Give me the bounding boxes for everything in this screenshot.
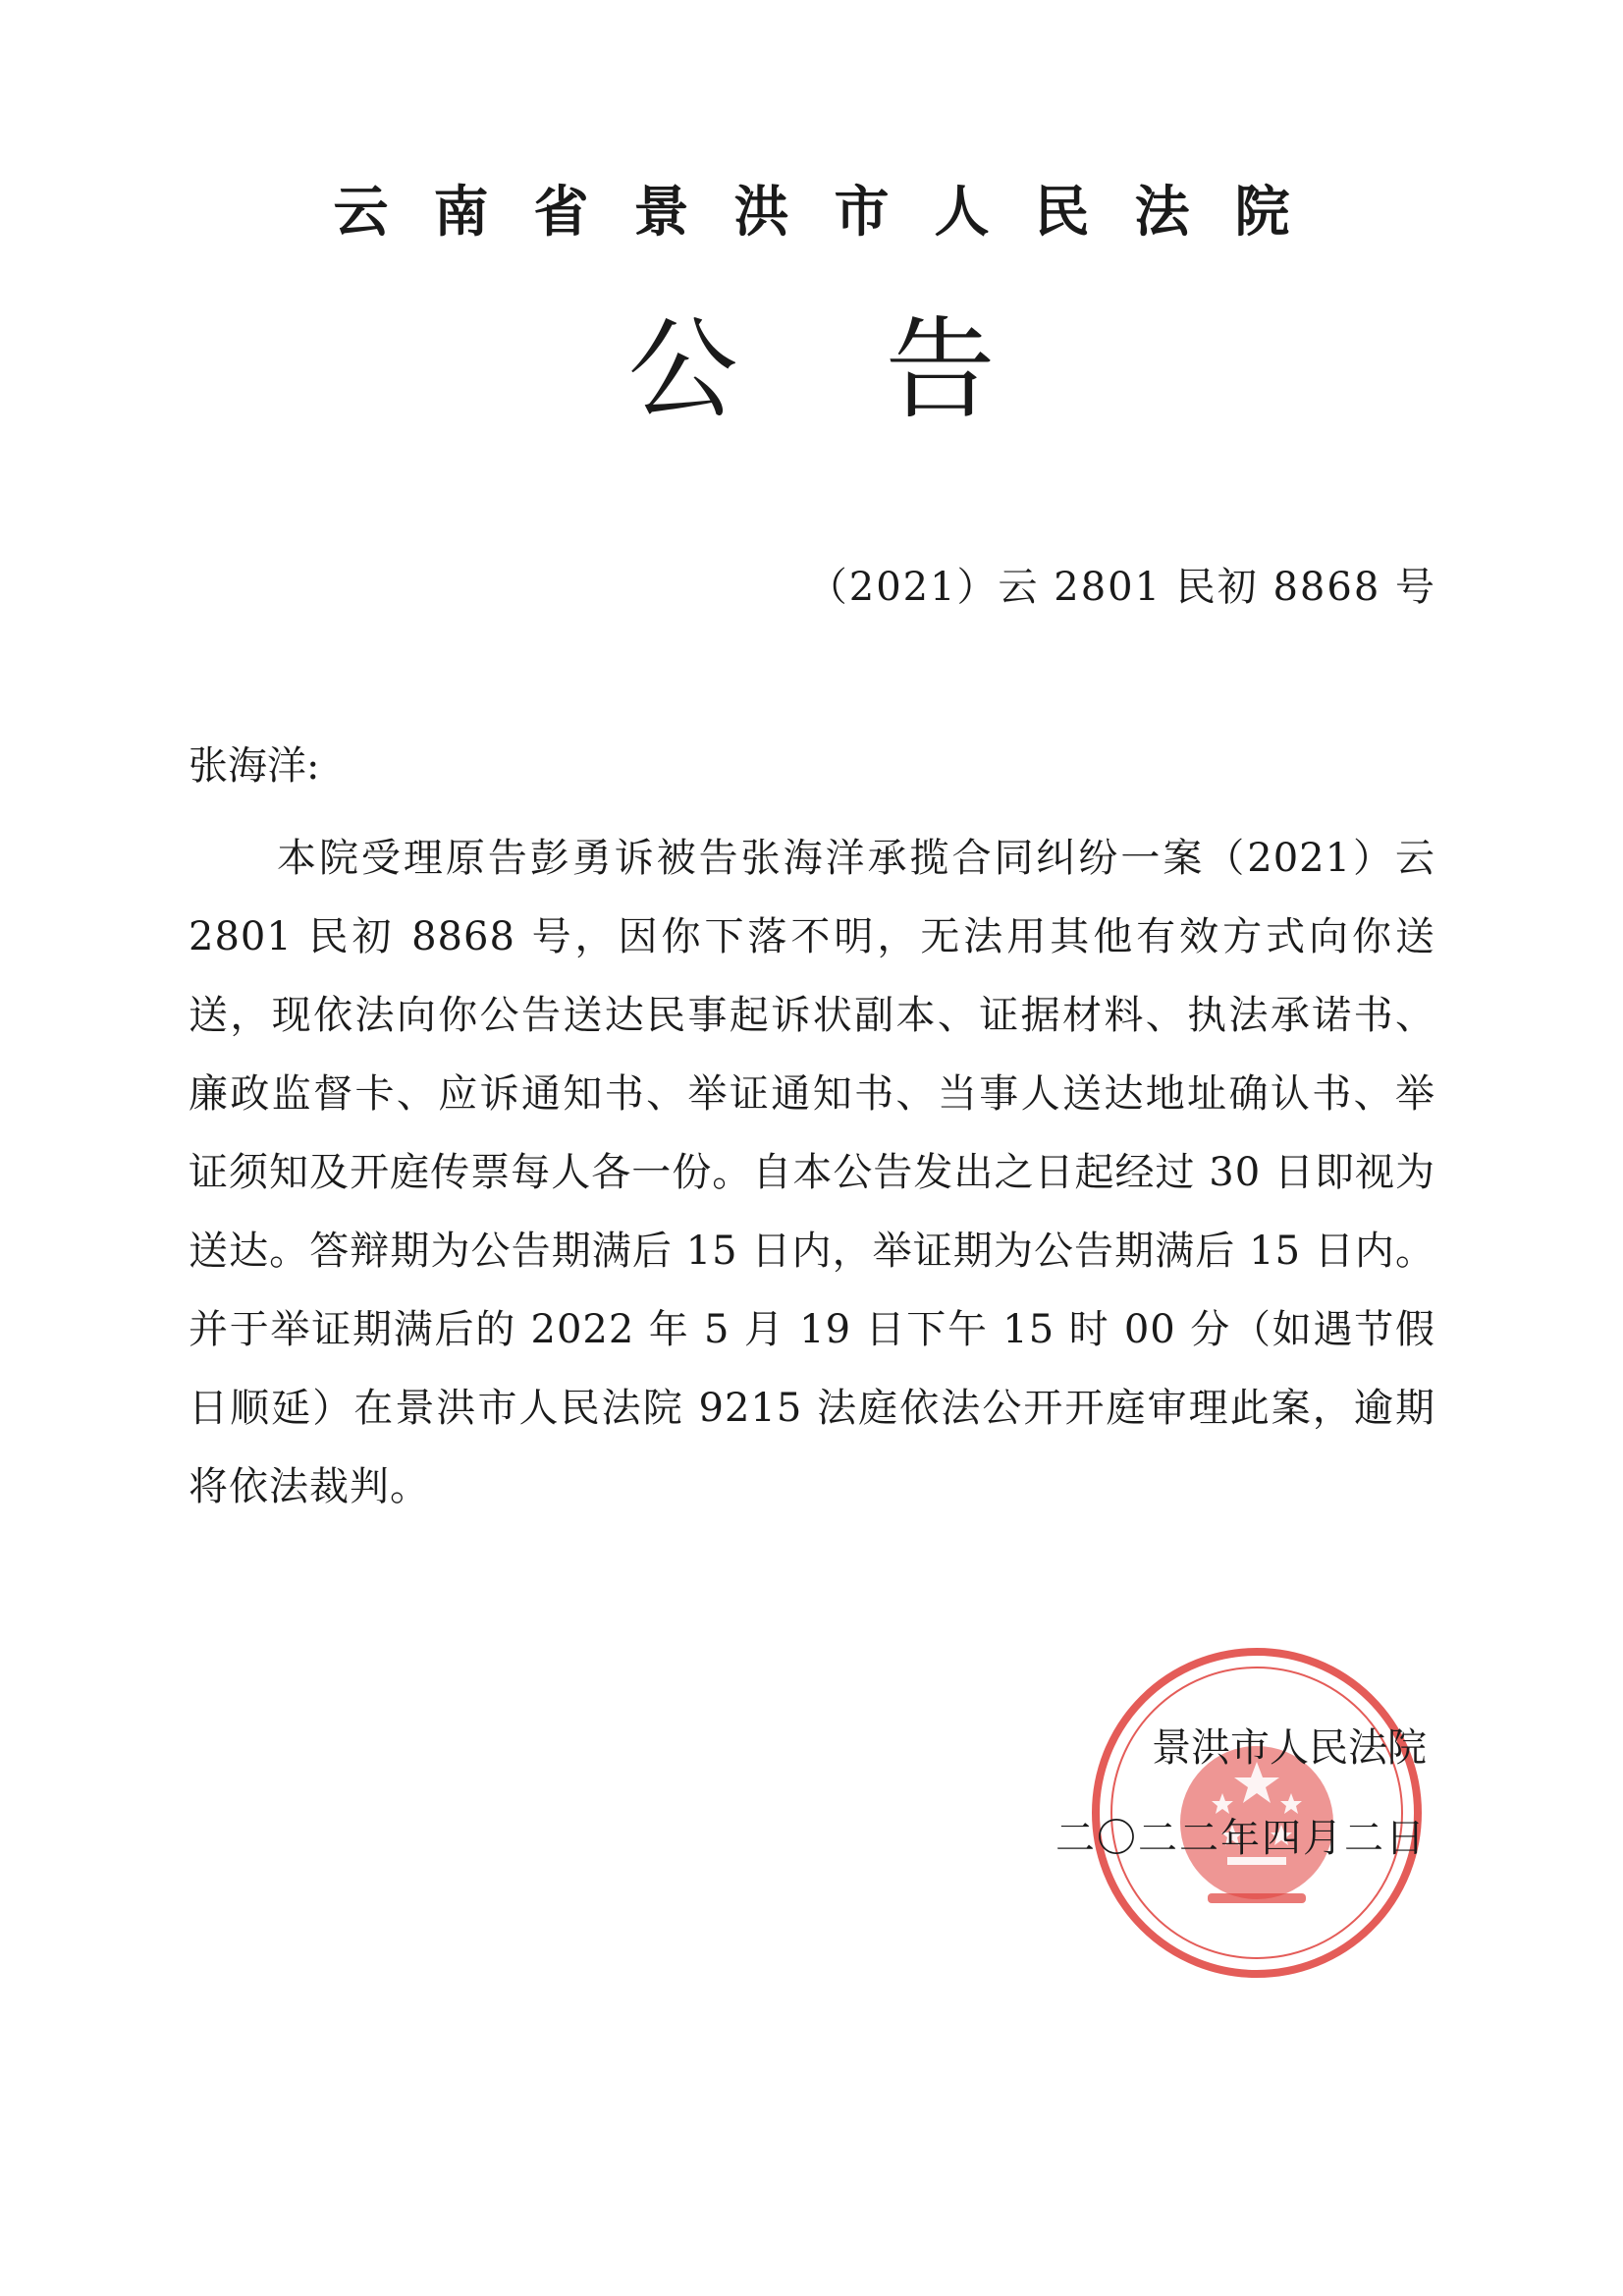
case-number: （2021）云 2801 民初 8868 号 — [807, 565, 1436, 610]
notice-body: 本院受理原告彭勇诉被告张海洋承揽合同纠纷一案（2021）云 2801 民初 8868 号，因你下落不明，无法用其他有效方式向你送送，现依法向你公告送达民事起诉状副本、证据材料、执法承诺书、廉政监督卡、应诉通知书、举证通知书、当事人送达地址确认书、举证须知及开庭传票每人各一份。自本公告发出之日起经过 30 日即视为送达。答辩期为公告期满后 15 日内，举证期为公告期满后 15 日内。并于举证期满后的 2022 年 5 月 19 日下午 15 时 00 分（如遇节假日顺延）在景洪市人民法院 9215 法庭依法公开开庭审理此案，逾期将依法裁判。 — [189, 836, 1435, 1509]
signature-block — [1055, 1721, 1427, 1866]
court-name: 云南省景洪市人民法院 — [333, 181, 1335, 245]
issuer-name: 景洪市人民法院 — [1152, 1725, 1427, 1771]
document-title: 公告 — [627, 306, 1143, 434]
issue-date: 二〇二二年四月二日 — [1055, 1816, 1427, 1861]
addressee: 张海洋: — [189, 743, 320, 789]
